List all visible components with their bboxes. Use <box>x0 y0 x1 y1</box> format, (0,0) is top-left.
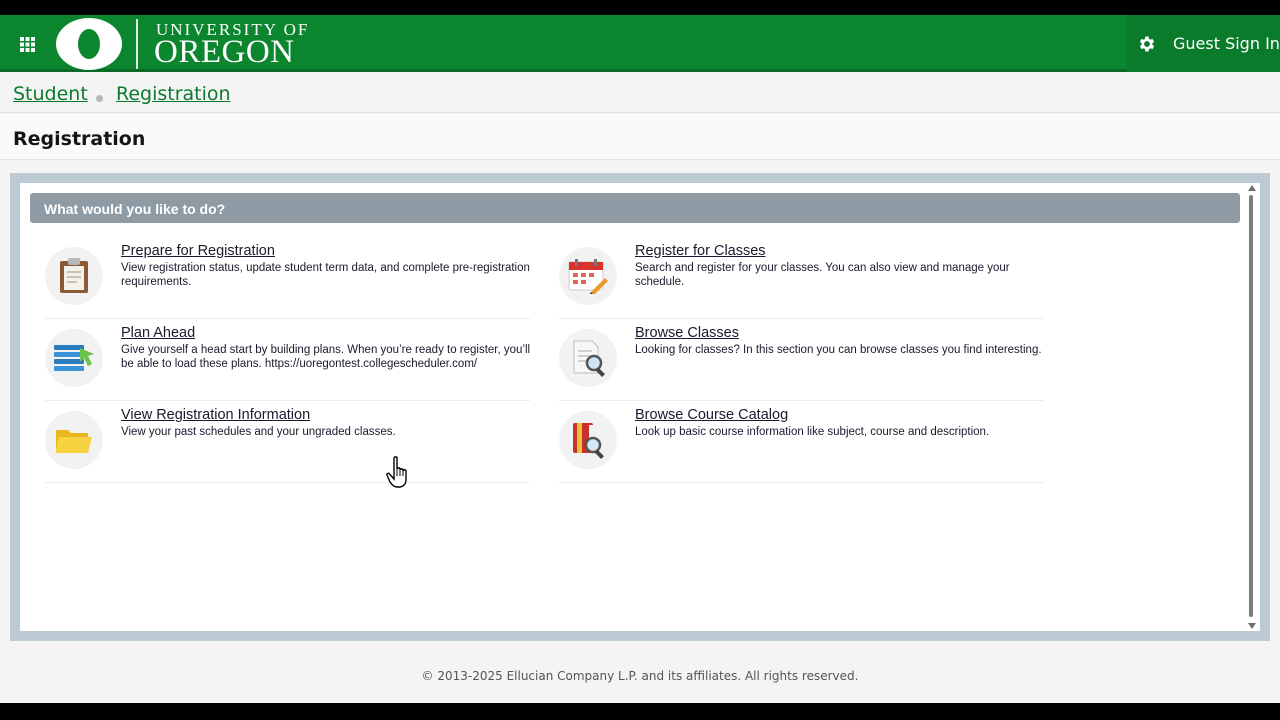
catalog-search-icon <box>559 411 617 469</box>
copyright-text: © 2013-2025 Ellucian Company L.P. and its affiliates. All rights reserved. <box>421 669 859 683</box>
action-title[interactable]: Register for Classes <box>635 243 766 259</box>
page-title: Registration <box>13 128 146 150</box>
gear-icon[interactable] <box>1137 34 1157 54</box>
action-title[interactable]: Plan Ahead <box>121 325 196 341</box>
panel-heading: What would you like to do? <box>30 193 1240 223</box>
action-title[interactable]: Browse Course Catalog <box>635 407 789 423</box>
action-title[interactable]: View Registration Information <box>121 407 311 423</box>
action-description: Look up basic course information like subject, course and description. <box>635 426 990 438</box>
logo-line-2: OREGON <box>154 34 295 70</box>
scroll-thumb[interactable] <box>1249 195 1253 617</box>
breadcrumb <box>0 75 1280 113</box>
plan-list-icon <box>45 329 103 387</box>
clipboard-icon <box>45 247 103 305</box>
action-description: View registration status, update student term data, and complete pre-registration requirements. <box>121 262 530 288</box>
action-browse-catalog <box>559 407 1044 483</box>
action-browse-classes <box>559 325 1044 401</box>
header-user-area <box>1127 15 1280 72</box>
action-description: View your past schedules and your ungraded classes. <box>121 426 396 438</box>
footer <box>0 651 1280 703</box>
scroll-up-arrow-icon[interactable] <box>1248 185 1256 191</box>
action-register-classes <box>559 243 1044 319</box>
registration-panel-body <box>20 183 1260 631</box>
hand-pointer-cursor-icon <box>386 456 412 488</box>
action-description: Give yourself a head start by building plans. When you’re ready to register, you’ll be able to load these plans. https://uoregontest.collegescheduler.com/ <box>121 344 531 370</box>
action-title[interactable]: Prepare for Registration <box>121 243 275 259</box>
page <box>0 15 1280 703</box>
o-logo-mark <box>56 18 122 70</box>
document-search-icon <box>559 329 617 387</box>
scroll-down-arrow-icon[interactable] <box>1248 623 1256 629</box>
action-view-registration-info <box>45 407 530 483</box>
action-description: Search and register for your classes. You can also view and manage your schedule. <box>635 262 1010 288</box>
title-bar <box>0 114 1280 160</box>
breadcrumb-registration[interactable]: Registration <box>116 83 231 105</box>
folder-icon <box>45 411 103 469</box>
guest-sign-in-link[interactable]: Guest Sign In <box>1173 34 1280 53</box>
action-prepare-registration <box>45 243 530 319</box>
breadcrumb-student[interactable]: Student <box>13 83 88 105</box>
logo-line-1: UNIVERSITY OF <box>156 20 310 39</box>
action-description: Looking for classes? In this section you can browse classes you find interesting. <box>635 344 1042 356</box>
calendar-icon <box>559 247 617 305</box>
breadcrumb-separator <box>96 95 103 102</box>
vertical-scrollbar[interactable] <box>1246 183 1260 631</box>
action-title[interactable]: Browse Classes <box>635 325 739 341</box>
logo-divider <box>136 19 138 69</box>
action-plan-ahead <box>45 325 530 401</box>
grid-icon[interactable] <box>14 29 42 57</box>
university-logo[interactable] <box>56 17 316 70</box>
registration-panel <box>10 173 1270 641</box>
top-header <box>0 15 1280 72</box>
